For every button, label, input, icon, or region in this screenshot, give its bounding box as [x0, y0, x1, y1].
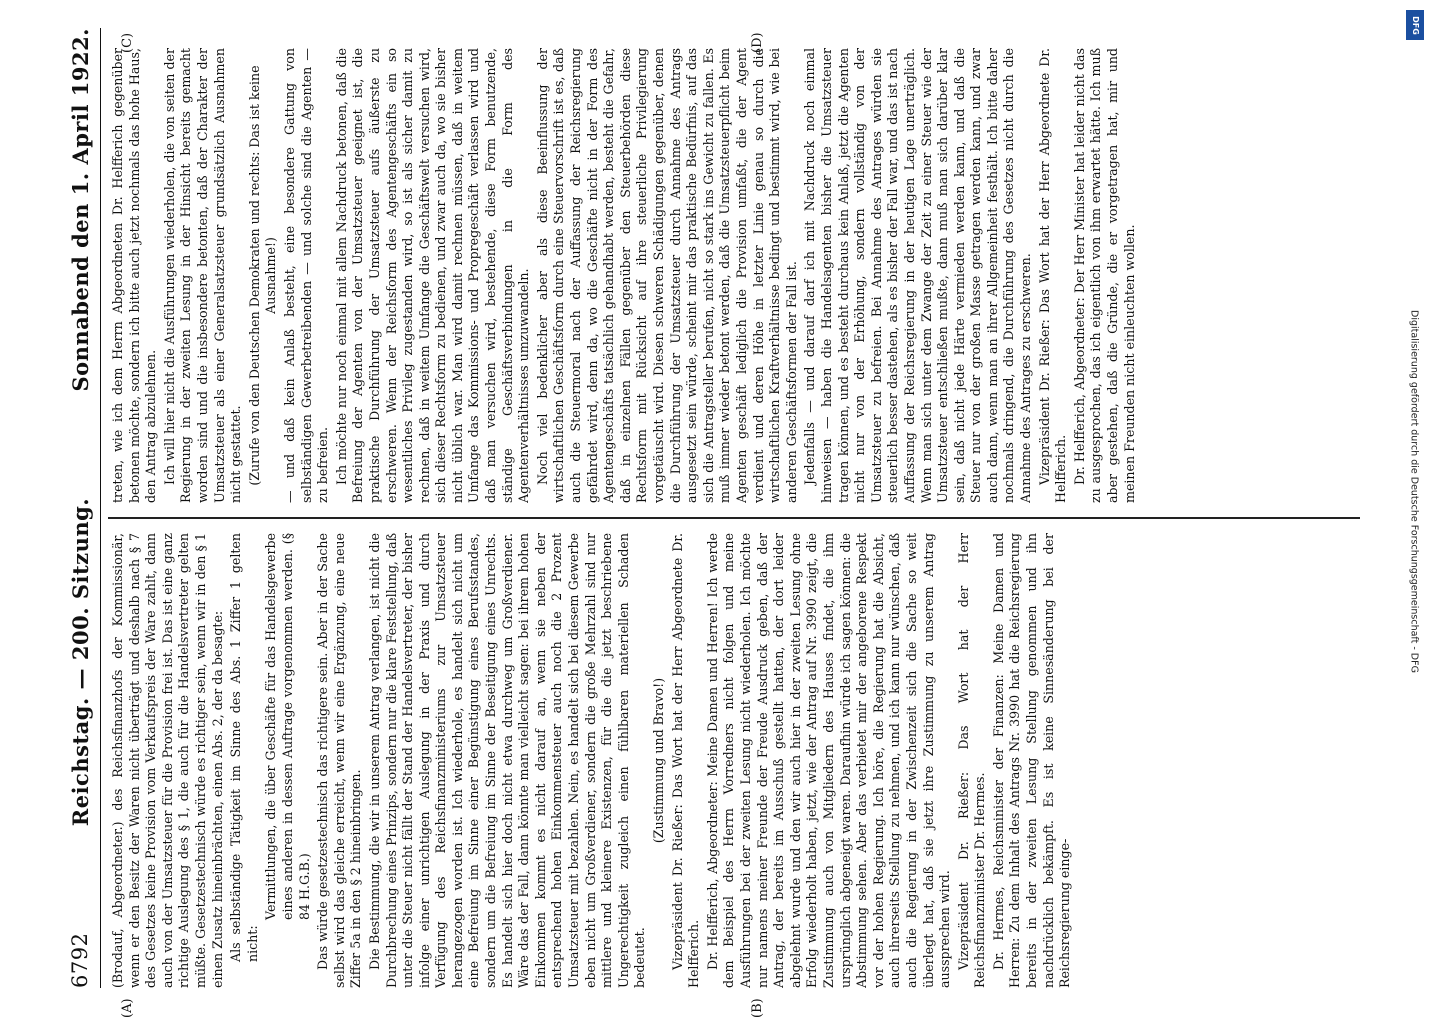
dfg-notice	[1404, 6, 1426, 994]
applause-note: (Zustimmung und Bravo!)	[651, 677, 666, 844]
speaker-line: Vizepräsident Dr. Rießer: Das Wort hat der Herr Abgeordnete Dr. Helfferich.	[669, 533, 702, 988]
margin-letter-c: (C)	[120, 32, 135, 53]
paragraph: Ich will hier nicht die Ausführungen wiederholen, die von seiten der Regierung in der zweiten Lesung in der Hinsicht bereits gemacht worden sind und die insbesondere betonten, daß der Charakter der Umsatzsteuer als einer Generalsatzsteuer grundsätzlich Ausnahmen nicht gestattet.	[161, 48, 244, 503]
page-number: 6792	[68, 932, 92, 988]
header-session: Reichstag. — 200. Sitzung.	[67, 497, 93, 827]
paragraph: Jedenfalls — und darauf darf ich mit Nachdruck noch einmal hinweisen — haben die Handelsagenten bisher die Umsatzsteuer tragen können, und es besteht durchaus kein Anlaß, jetzt die Agenten nicht nur von der Erhöhung, sondern vollständig von der Umsatzsteuer zu befreien. Bei Annahme des Antrages würden sie steuerlich besser dastehen, als es bisher der Fall war, und das ist nach Auffassung der Reichsregierung in der heutigen Lage unerträglich. Wenn man sich unter dem Zwange der Zeit zu einer Steuer wie der Umsatzsteuer entschließen mußte, dann muß man sich darüber klar sein, daß nicht jede Härte vermieden werden kann, und daß die Steuer nur von der großen Masse getragen werden kann, und zwar auch dann, wenn man an ihrer Allgemeinheit festhält. Ich bitte daher nochmals dringend, die Durchführung des Gesetzes nicht durch die Annahme des Antrages zu erschweren.	[802, 48, 1034, 503]
speaker-line: Vizepräsident Dr. Rießer: Das Wort hat der Herr Abgeordnete Dr. Helfferich.	[1036, 48, 1069, 503]
right-column	[110, 48, 1360, 503]
left-column	[110, 533, 1360, 988]
quote-line: Vermittlungen, die über Geschäfte für das Handelsgewerbe eines anderen in dessen Auftrage vorgenommen werden. (§ 84 H.G.B.)	[263, 533, 312, 920]
dfg-notice-text: Digitalisierung gefördert durch die Deutsche Forschungsgemeinschaft - DFG	[1408, 310, 1420, 673]
paragraph: Dr. Helfferich, Abgeordneter: Meine Damen und Herren! Ich werde dem Beispiel des Herrn Vorredners nicht folgen und meine Ausführungen bei der zweiten Lesung nicht wiederholen. Ich möchte nur namens meiner Freunde der Freude Ausdruck geben, daß der Antrag, der bereits im Ausschuß gestellt hatten, der dort leider abgelehnt wurde und den wir auch hier in der zweiten Lesung ohne Erfolg wiederholt haben, jetzt, wie der Antrag auf Nr. 3990 zeigt, die Zustimmung auch von Mitgliedern des Hauses findet, die ihm ursprünglich abgeneigt waren. Daraufhin würde ich sagen können: die Abstimmung sehen. Aber das verbietet mir der angeborene Respekt vor der hohen Regierung. Ich höre, die Regierung hat die Absicht, auch ihrerseits Stellung zu nehmen, und ich kann nur wünschen, daß auch die Regierung in der Zwischenzeit sich die Sache so weit überlegt hat, daß sie jetzt ihre Zustimmung zu unserem Antrag aussprechen wird.	[704, 533, 953, 988]
speaker-line: Vizepräsident Dr. Rießer: Das Wort hat der Herr Reichsfinanzminister Dr. Hermes.	[955, 533, 988, 988]
header-date: Sonnabend den 1. April 1922.	[67, 28, 93, 392]
column-divider	[108, 518, 1360, 520]
interjection: (Zurufe von den Deutschen Demokraten und rechts: Das ist keine Ausnahme!)	[246, 65, 279, 486]
margin-letter-a: (A)	[120, 998, 135, 1018]
margin-letter-d: (D)	[750, 32, 765, 53]
paragraph: Das würde gesetzestechnisch das richtigere sein. Aber in der Sache selbst wird das gleiche erreicht, wenn wir eine Ergänzung, eine neue Ziffer 5a in den § 2 hineinbringen.	[315, 533, 364, 988]
paragraph: Dr. Helfferich, Abgeordneter: Der Herr Minister hat leider nicht das zu ausgesprochen, das ich eigentlich von ihm erwartet hätte. Ich muß aber gestehen, daß die Gründe, die er vorgetragen hat, mir und meinen Freunden nicht einleuchten wollen.	[1071, 48, 1137, 503]
paragraph: Die Bestimmung, die wir in unserem Antrag verlangen, ist nicht die Durchbrechung eines Prinzips, sondern nur die klare Feststellung, daß unter die Steuer nicht fällt der Stand der Handelsvertreter, der bisher infolge einer unrichtigen Auslegung in der Praxis und durch Verfügung des Reichsfinanzministeriums zur Umsatzsteuer herangezogen worden ist. Ich wiederhole, es handelt sich nicht um eine Befreiung im Sinne einer Begünstigung eines Berufsstandes, sondern um die Befreiung im Sinne der Beseitigung eines Unrechts. Es handelt sich hier doch nicht etwa durchweg um Großverdiener. Wäre das der Fall, dann könnte man vielleicht sagen: bei ihrem hohen Einkommen kommt es nicht darauf an, wenn sie neben der entsprechend hohen Einkommensteuer auch noch die 2 Prozent Umsatzsteuer mit bezahlen. Nein, es handelt sich bei diesem Gewerbe eben nicht um Großverdiener, sondern die große Mehrzahl sind nur mittlere und kleinere Existenzen, für die die jetzt beschriebene Ungerechtigkeit zugleich einen fühlbaren materiellen Schaden bedeutet.	[366, 533, 648, 988]
document-page	[60, 28, 1360, 1018]
paragraph: (Brodauf, Abgeordneter.) des Reichsfinanzhofs der Kommissionär, wenn er den Besitz der Waren nicht überträgt und deshalb nach § 7 des Gesetzes keine Provision vom Verkaufspreis der Ware zahlt, dann auch von der Umsatzsteuer für die Provision frei ist. Das ist eine ganz richtige Auslegung des § 1, die auch für die Handelsvertreter gelten müßte. Gesetzestechnisch würde es richtiger sein, wenn wir in den § 1 einen Zusatz hineinbrächten, einen Abs. 2, der da besagte:	[110, 533, 225, 988]
quote-line: Als selbständige Tätigkeit im Sinne des Abs. 1 Ziffer 1 gelten nicht:	[228, 533, 260, 962]
margin-letter-b: (B)	[750, 998, 765, 1018]
paragraph: Noch viel bedenklicher aber als diese Beeinflussung der wirtschaftlichen Geschäftsform durch eine Steuervorschrift ist es, daß auch die Steuermoral nach der Auffassung der Reichsregierung gefährdet wird, denn da, wo die Geschäfte nicht in der Form des Agentengeschäfts tatsächlich gehandhabt werden, besteht die Gefahr, daß in einzelnen Fällen gegenüber den Steuerbehörden diese Rechtsform mit Rücksicht auf ihre steuerliche Privilegierung vorgetäuscht wird. Diesen schweren Schädigungen gegenüber, denen die Durchführung der Umsatzsteuer durch Annahme des Antrags ausgesetzt sein würde, scheint mir das praktische Bedürfnis, auf das sich die Antragsteller berufen, nicht so stark ins Gewicht zu fallen. Es muß immer wieder betont werden, daß die Umsatzsteuerpflicht beim Agenten geschäft lediglich die Provision umfaßt, die der Agent verdient und deren Höhe in letzter Linie genau so durch die wirtschaftlichen Kraftverhältnisse bedingt und bestimmt wird, wie bei anderen Geschäftsformen der Fall ist.	[534, 48, 799, 503]
paragraph: — und daß kein Anlaß besteht, eine besondere Gattung von selbständigen Gewerbetreibenden — und solche sind die Agenten — zu befreien.	[281, 48, 331, 503]
paragraph: Dr. Hermes, Reichsminister der Finanzen: Meine Damen und Herren: Zu dem Inhalt des Antrags Nr. 3990 hat die Reichsregierung bereits in der zweiten Lesung Stellung genommen und ihn nachdrücklich bekämpft. Es ist keine Sinnesänderung bei der Reichsregierung einge-	[990, 533, 1073, 988]
running-header	[60, 28, 101, 988]
paragraph: Ich möchte nur noch einmal mit allem Nachdruck betonen, daß die Befreiung der Agenten von der Umsatzsteuer geeignet ist, die praktische Durchführung der Umsatzsteuer aufs äußerste zu erschweren. Wenn der Reichsform des Agentengeschäfts ein so wesentliches Privileg zugestanden wird, so ist als sicher damit zu rechnen, daß in weitem Umfange die Geschäftswelt versuchen wird, sich dieser Rechtsform zu bedienen, und zwar auch da, wo sie bisher nicht üblich war. Man wird damit rechnen müssen, daß in weitem Umfange das Kommissions- und Propregeschäft verlassen wird und daß man versuchen wird, bestehende, diese Form benutzende, ständige Geschäftsverbindungen in die Form des Agentenverhältnisses umzuwandeln.	[333, 48, 532, 503]
dfg-logo: DFG	[1406, 10, 1424, 40]
paragraph: treten, wie ich dem Herrn Abgeordneten Dr. Helfferich gegenüber betonen möchte, sondern ich bitte auch jetzt nochmals das hohe Haus, den Antrag abzulehnen.	[110, 48, 159, 503]
